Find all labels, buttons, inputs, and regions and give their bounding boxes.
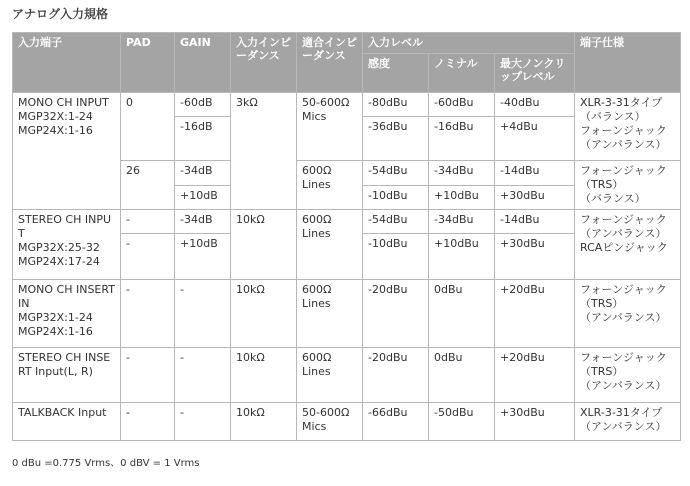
impedance-range: 50-600Ω [302,406,350,419]
impedance-range: 600Ω [302,283,332,296]
suitable-impedance-value [297,403,363,441]
header-gain: GAIN [175,33,231,93]
nominal-value: -34dBu [429,210,495,234]
gain-value: -60dB [175,93,231,117]
suitable-impedance-value [297,93,363,161]
pad-value: - [121,210,175,234]
pad-value: - [121,234,175,280]
spec-line: フォーンジャック [580,283,667,296]
terminal-spec-value [575,161,681,210]
pad-value: 26 [121,161,175,210]
pad-value: - [121,348,175,403]
nominal-value: -16dBu [429,117,495,161]
sensitivity-value: -66dBu [363,403,429,441]
header-terminal-spec: 端子仕様 [575,33,681,93]
page-title: アナログ入力規格 [12,7,109,21]
terminal-name: MONO CH INSERT IN [18,283,115,310]
stereo-ch-input-terminal [13,210,121,280]
model-range: MGP32X:25-32 [18,241,100,254]
gain-value: - [175,348,231,403]
max-level-value: -14dBu [495,161,575,186]
input-impedance-value: 10kΩ [231,210,297,280]
max-level-value: +30dBu [495,234,575,280]
impedance-unit: Lines [302,365,331,378]
max-level-value: +30dBu [495,185,575,210]
spec-line: （バランス） [580,192,646,205]
terminal-spec-value [575,280,681,348]
terminal-spec-value [575,93,681,161]
gain-value: +10dB [175,234,231,280]
terminal-name: STEREO CH INPUT [18,213,112,240]
model-range: MGP24X:17-24 [18,255,100,268]
header-input-impedance: 入力インピーダンス [231,33,297,93]
spec-line: （アンバランス） [580,227,667,240]
spec-line: （アンバランス） [580,311,667,324]
max-level-value: +20dBu [495,280,575,348]
header-suitable-impedance: 適合インピーダンス [297,33,363,93]
impedance-range: 600Ω [302,213,332,226]
footnote: 0 dBu =0.775 Vrms、0 dBV = 1 Vrms [12,458,200,469]
spec-line: XLR-3-31タイプ [580,406,663,419]
sensitivity-value: -10dBu [363,234,429,280]
mono-ch-insert-terminal [13,280,121,348]
sensitivity-value: -54dBu [363,210,429,234]
max-level-value: +30dBu [495,403,575,441]
max-level-value: +4dBu [495,117,575,161]
header-pad: PAD [121,33,175,93]
terminal-name: MONO CH INPUT [18,96,109,109]
model-range: MGP32X:1-24 [18,110,93,123]
sensitivity-value: -36dBu [363,117,429,161]
impedance-range: 50-600Ω [302,96,350,109]
spec-line: フォーンジャック [580,164,667,177]
spec-line: （アンバランス） [580,379,667,392]
input-impedance-value: 10kΩ [231,280,297,348]
header-nominal: ノミナル [429,54,495,93]
input-impedance-value: 10kΩ [231,403,297,441]
header-max-nonclip: 最大ノンクリップレベル [495,54,575,93]
terminal-spec-value [575,403,681,441]
max-level-value: +20dBu [495,348,575,403]
impedance-range: 600Ω [302,351,332,364]
impedance-unit: Lines [302,227,331,240]
suitable-impedance-value [297,161,363,210]
header-input-level: 入力レベル [363,33,575,54]
impedance-unit: Lines [302,178,331,191]
spec-line: （アンバランス） [580,420,667,433]
pad-value: 0 [121,93,175,161]
max-level-value: -40dBu [495,93,575,117]
impedance-unit: Mics [302,110,327,123]
pad-value: - [121,280,175,348]
terminal-spec-value [575,348,681,403]
spec-line: フォーンジャック [580,213,667,226]
spec-line: XLR-3-31タイプ [580,96,663,109]
model-range: MGP32X:1-24 [18,311,93,324]
model-range: MGP24X:1-16 [18,124,93,137]
spec-line: フォーンジャック [580,351,667,364]
spec-line: フォーンジャック [580,124,667,137]
sensitivity-value: -20dBu [363,280,429,348]
impedance-unit: Mics [302,420,327,433]
sensitivity-value: -80dBu [363,93,429,117]
nominal-value: +10dBu [429,234,495,280]
nominal-value: 0dBu [429,280,495,348]
nominal-value: +10dBu [429,185,495,210]
model-range: MGP24X:1-16 [18,325,93,338]
gain-value: -34dB [175,210,231,234]
spec-line: （TRS） [580,178,624,191]
header-sensitivity: 感度 [363,54,429,93]
sensitivity-value: -54dBu [363,161,429,186]
gain-value: -16dB [175,117,231,161]
mono-ch-input-terminal [13,93,121,210]
header-terminal: 入力端子 [13,33,121,93]
stereo-ch-insert-terminal: STEREO CH INSERT Input(L, R) [13,348,121,403]
suitable-impedance-value [297,210,363,280]
analog-input-spec-table [12,32,681,441]
input-impedance-value: 10kΩ [231,348,297,403]
gain-value: - [175,403,231,441]
terminal-spec-value [575,210,681,280]
talkback-input-terminal: TALKBACK Input [13,403,121,441]
spec-line: （バランス） [580,110,646,123]
impedance-range: 600Ω [302,164,332,177]
gain-value: -34dB [175,161,231,186]
gain-value: +10dB [175,185,231,210]
input-impedance-value: 3kΩ [231,93,297,210]
spec-line: （TRS） [580,365,624,378]
nominal-value: -50dBu [429,403,495,441]
impedance-unit: Lines [302,297,331,310]
spec-line: RCAピンジャック [580,241,668,254]
spec-line: （TRS） [580,297,624,310]
sensitivity-value: -20dBu [363,348,429,403]
gain-value: - [175,280,231,348]
spec-line: （アンバランス） [580,138,667,151]
nominal-value: -60dBu [429,93,495,117]
suitable-impedance-value [297,348,363,403]
sensitivity-value: -10dBu [363,185,429,210]
suitable-impedance-value [297,280,363,348]
max-level-value: -14dBu [495,210,575,234]
nominal-value: 0dBu [429,348,495,403]
pad-value: - [121,403,175,441]
nominal-value: -34dBu [429,161,495,186]
